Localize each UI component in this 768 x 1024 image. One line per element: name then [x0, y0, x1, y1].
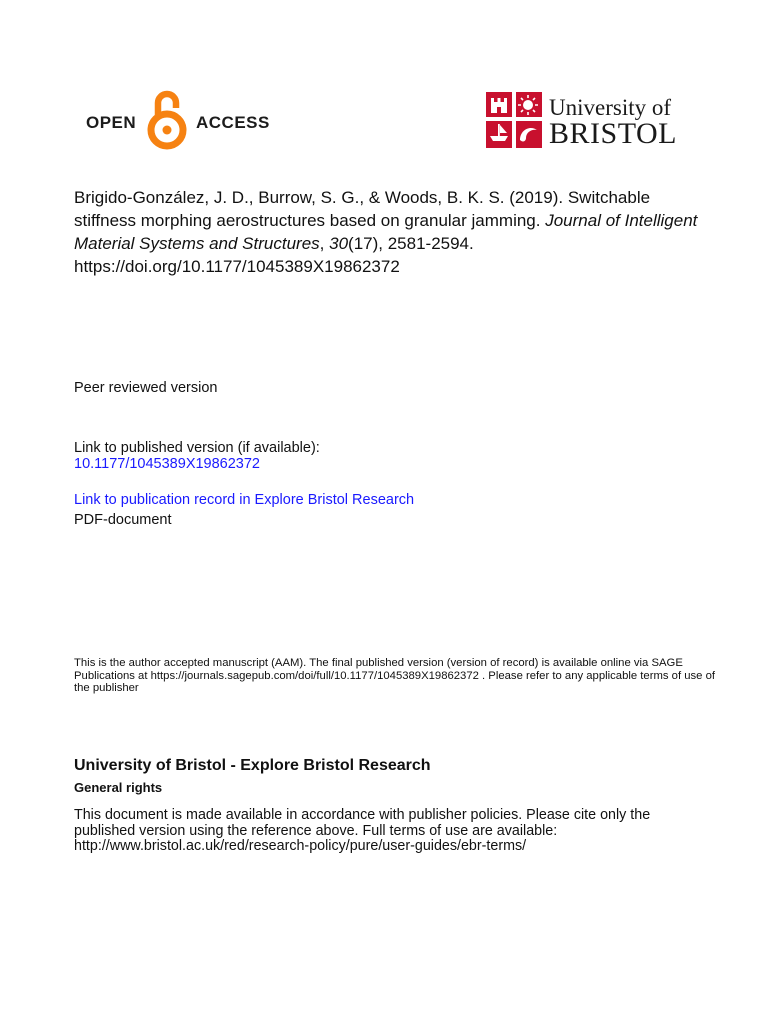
- open-access-word-access: ACCESS: [196, 113, 270, 132]
- citation-volume: 30: [329, 234, 349, 253]
- explore-bristol-research-title: University of Bristol - Explore Bristol Research: [74, 757, 431, 774]
- peer-reviewed-version: Peer reviewed version: [74, 380, 218, 396]
- citation: Brigido-González, J. D., Burrow, S. G., & Woods, B. K. S. (2019). Switchable stiffness morphing aerostructures based on granular jamming. Journal of Intelligent Material Systems and Structures, 30(17), 2581-2594. https://doi.org/10.1177/1045389X19862372: [74, 188, 698, 276]
- published-version-label: Link to published version (if available):: [74, 440, 320, 456]
- open-access-logo: [86, 86, 270, 150]
- general-rights-body: This document is made available in accordance with publisher policies. Please cite only the published version using the reference above. Full terms of use are available: http://www.bristol.ac.uk/red/research-policy/pure/user-guides/ebr-terms/: [74, 807, 651, 854]
- university-of-bristol-logo: [486, 92, 686, 152]
- citation-title: Switchable stiffness morphing aerostructures based on granular jamming.: [74, 188, 651, 230]
- citation-journal: Journal of Intelligent Material Systems and Structures: [74, 211, 698, 253]
- publication-record-link[interactable]: Link to publication record in Explore Bristol Research: [74, 492, 415, 508]
- citation-issue-pages: (17), 2581-2594. https://doi.org/10.1177/1045389X19862372: [74, 234, 474, 276]
- university-name-line2: BRISTOL: [549, 117, 677, 150]
- published-version-doi-link[interactable]: 10.1177/1045389X19862372: [74, 456, 261, 472]
- university-crest-icon: [486, 92, 542, 148]
- aam-notice: This is the author accepted manuscript (AAM). The final published version (version of record) is available online via SAGE Publications at https://journals.sagepub.com/doi/full/10.1177/1045389X19862372 . Please refer to any applicable terms of use of the publisher: [74, 657, 715, 694]
- open-access-word-open: OPEN: [86, 113, 137, 132]
- citation-authors-year: Brigido-González, J. D., Burrow, S. G., & Woods, B. K. S. (2019).: [74, 188, 564, 207]
- open-padlock-icon: [144, 86, 190, 150]
- general-rights-heading: General rights: [74, 780, 163, 795]
- document-format: PDF-document: [74, 512, 172, 528]
- university-name-line1: University of: [549, 95, 672, 120]
